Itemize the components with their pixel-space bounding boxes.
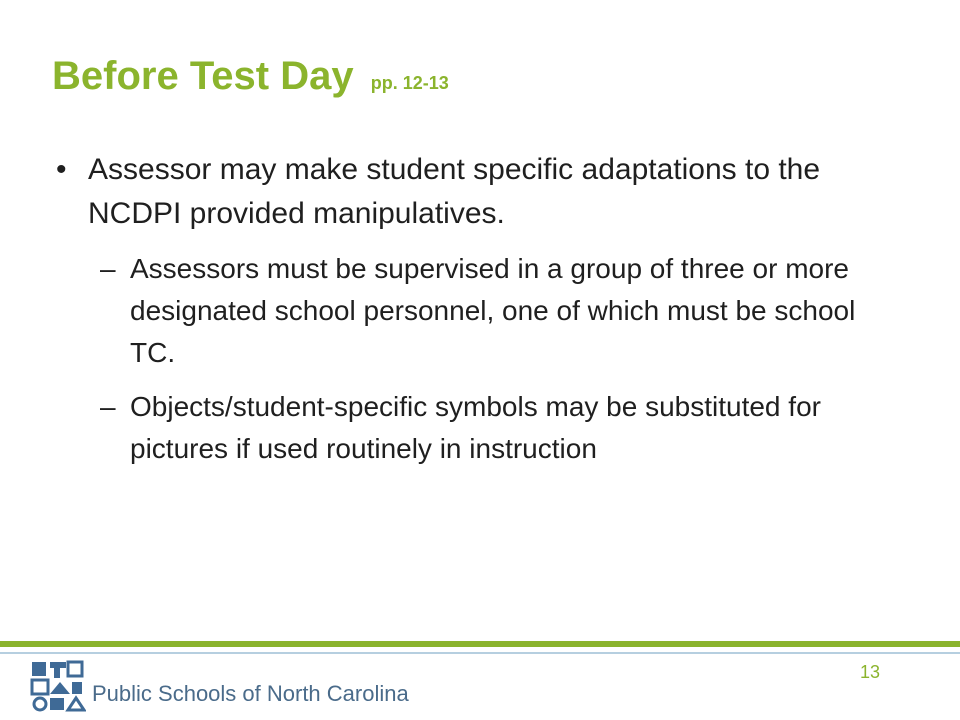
sub-bullet-marker: – xyxy=(100,391,116,422)
sub-bullet-item xyxy=(56,248,906,374)
footer-divider-green xyxy=(0,641,960,647)
sub-bullet-marker: – xyxy=(100,253,116,284)
sub-bullet-text: Objects/student-specific symbols may be substituted for pictures if used routinely in instruction xyxy=(130,391,821,464)
page-title xyxy=(52,52,449,107)
dpi-logo-icon xyxy=(30,660,86,712)
footer-divider-blue xyxy=(0,652,960,654)
bullet-item xyxy=(56,148,906,236)
title-page-reference: pp. 12-13 xyxy=(370,73,449,93)
sub-bullet-list xyxy=(56,248,906,470)
organization-name: Public Schools of North Carolina xyxy=(92,681,409,706)
bullet-marker: • xyxy=(56,153,67,186)
sub-bullet-text: Assessors must be supervised in a group of three or more designated school personnel, one of which must be school TC. xyxy=(130,253,856,368)
slide-content xyxy=(56,148,906,482)
sub-bullet-item xyxy=(56,386,906,470)
page-number: 13 xyxy=(859,662,880,682)
bullet-text: Assessor may make student specific adaptations to the NCDPI provided manipulatives. xyxy=(88,153,821,230)
title-text: Before Test Day xyxy=(52,54,354,98)
